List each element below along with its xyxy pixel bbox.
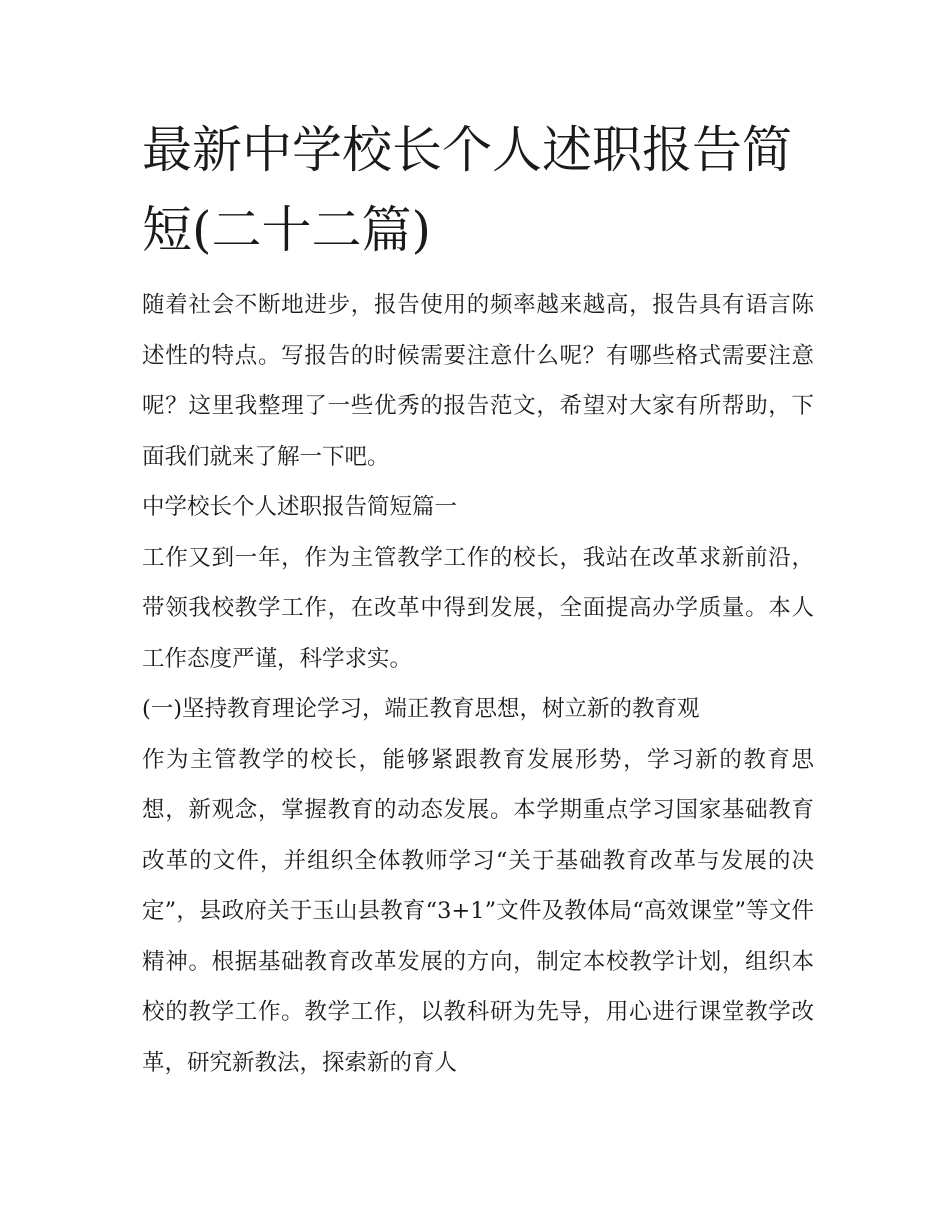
subheading: (一)坚持教育理论学习，端正教育思想，树立新的教育观 (142, 696, 700, 722)
document-title: 最新中学校长个人述职报告简短(二十二篇) (142, 121, 792, 259)
document-body (142, 110, 814, 1088)
body-paragraph: 工作又到一年，作为主管教学工作的校长，我站在改革求新前沿，带领我校教学工作，在改革中得到发展，全面提高办学质量。本人工作态度严谨，科学求实。 (142, 544, 814, 672)
section-title: 中学校长个人述职报告简短篇一 (142, 494, 458, 520)
intro-paragraph: 随着社会不断地进步，报告使用的频率越来越高，报告具有语言陈述性的特点。写报告的时候需要注意什么呢？有哪些格式需要注意呢？这里我整理了一些优秀的报告范文，希望对大家有所帮助，下面我们就来了解一下吧。 (142, 292, 814, 470)
body-paragraph: 作为主管教学的校长，能够紧跟教育发展形势，学习新的教育思想，新观念，掌握教育的动态发展。本学期重点学习国家基础教育改革的文件，并组织全体教师学习“关于基础教育改革与发展的决定”，县政府关于玉山县教育“3+1”文件及教体局“高效课堂”等文件精神。根据基础教育改革发展的方向，制定本校教学计划，组织本校的教学工作。教学工作，以教科研为先导，用心进行课堂教学改革，研究新教法，探索新的育人 (142, 746, 814, 1076)
